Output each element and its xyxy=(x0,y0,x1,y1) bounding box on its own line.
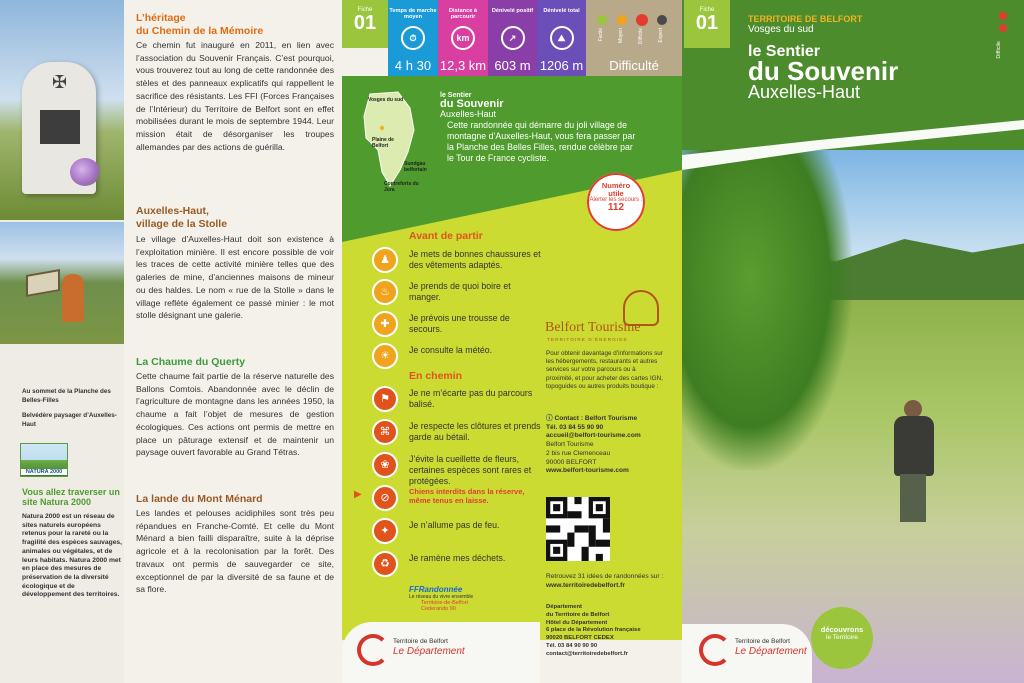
contact-email-link[interactable]: accueil@belfort-tourisme.com xyxy=(546,432,641,440)
department-address-line: du Territoire de Belfort xyxy=(546,611,610,618)
difficulty-dot-medium xyxy=(617,15,627,25)
avant-item-icon: ☀ xyxy=(372,343,398,369)
section-querty-text: Cette chaume fait partie de la réserve naturelle des Ballons Comtois. Abandonnée avec le déclin de l’agriculture de montagne dans les années 1950, la chaume a fait l’objet de mesures de gestion écologiques. Ces actions ont permis de mettre en place un pâturage extensif et de maintenir un paysage ouvert favorable au Grand Tétras. xyxy=(136,371,334,458)
chemin-item xyxy=(372,518,542,546)
stats-bar xyxy=(342,0,682,76)
cover-region: Vosges du sud xyxy=(748,24,814,35)
stele-photo xyxy=(0,0,124,220)
fiche-badge: Fiche 01 xyxy=(342,0,388,48)
stat-value: 603 m xyxy=(494,58,531,73)
map-label-plaine: Plaine de Belfort xyxy=(372,137,394,149)
flowers-icon xyxy=(70,158,100,186)
avant-item-icon: ♨ xyxy=(372,279,398,305)
natura-title: Vous allez traverser un site Natura 2000 xyxy=(22,487,120,508)
caption-belvedere: Belvédère paysager d’Auxelles-Haut xyxy=(22,412,117,428)
difficulty-dot-hard xyxy=(636,14,648,26)
stat-1 xyxy=(438,0,488,76)
stele-plaque xyxy=(40,110,80,144)
cover-difficulty-marker: Difficile xyxy=(996,10,1010,60)
difficulty-dots xyxy=(586,0,682,52)
caption-summit: Au sommet de la Planche des Belles-Filles xyxy=(22,388,111,404)
difficulty-level-label: Difficile xyxy=(638,28,644,45)
section-menard-text: Les landes et pelouses acidiphiles sont très peu répandues en Franche-Comté. Et celle du Mont Ménard a bien failli disparaître, suite à la déprise agricole et à la recolonisation par la forêt. Des travaux ont permis de sauvegarder ce site, exceptionnel de par la diversité de sa faune et de sa flore. xyxy=(136,508,334,595)
section-heritage-title: L’héritage du Chemin de la Mémoire xyxy=(136,12,264,37)
qr-code-icon[interactable] xyxy=(546,497,610,561)
avant-item xyxy=(372,279,542,307)
stat-value: 12,3 km xyxy=(439,58,487,73)
history-column xyxy=(124,0,342,683)
stat-icon: ⛰ xyxy=(550,26,574,50)
stat-value: 4 h 30 xyxy=(394,58,432,73)
avant-item-text: Je prends de quoi boire et manger. xyxy=(409,281,511,302)
department-address xyxy=(546,604,676,658)
avant-item-text: Je consulte la météo. xyxy=(409,345,493,355)
difficulty-level-label: Facile xyxy=(598,28,604,42)
natura-text: Natura 2000 est un réseau de sites naturels européens retenus pour la rareté ou la fragilité des espèces sauvages, animales ou végétales, et de leurs habitats. Natura 2000 met en place des mesures de préservation de la diversité écologique et de développement des territoires. xyxy=(22,513,122,599)
difficulty-label: Difficulté xyxy=(609,58,659,73)
chemin-item xyxy=(372,551,542,579)
stat-label: Distance à parcourir xyxy=(449,8,477,21)
info-panel-board xyxy=(26,269,60,297)
photo-column xyxy=(0,0,124,683)
stat-label: Temps de marche moyen xyxy=(389,8,437,21)
before-leaving-title: Avant de partir xyxy=(409,230,483,242)
avant-item xyxy=(372,247,542,275)
chemin-item xyxy=(372,485,542,513)
map-label-jura: Contreforts du Jura xyxy=(384,181,419,193)
stat-0 xyxy=(388,0,438,76)
department-address-line: Tél. 03 84 90 90 90 xyxy=(546,642,598,649)
chemin-item xyxy=(372,452,542,486)
info-icon: ⓘ xyxy=(546,415,553,422)
chemin-item-text: Chiens interdits dans la réserve, même tenus en laisse. xyxy=(409,487,525,506)
difficulty-marker-icon xyxy=(996,10,1010,36)
avant-item-text: Je prévois une trousse de secours. xyxy=(409,313,510,334)
avant-item xyxy=(372,343,542,371)
emergency-number-badge: Numéro utile Alerter les secours : 112 xyxy=(587,173,645,231)
chemin-item-icon: ❀ xyxy=(372,452,398,478)
department-logo: Territoire de Belfort Le Département xyxy=(357,632,467,668)
difficulty-dot-easy xyxy=(597,15,607,25)
chemin-item-icon: ✦ xyxy=(372,518,398,544)
contact-web-link[interactable]: www.belfort-tourisme.com xyxy=(546,467,629,475)
difficulty-block xyxy=(586,0,682,76)
stat-label: Dénivelé positif xyxy=(491,8,534,14)
difficulty-level-label: Expert xyxy=(658,28,664,43)
cover-department-swirl-icon xyxy=(699,634,731,666)
chemin-item-icon: ⌘ xyxy=(372,419,398,445)
stat-label: Dénivelé total xyxy=(543,8,580,14)
cover-title: le Sentier du Souvenir Auxelles-Haut xyxy=(748,43,899,102)
department-address-line: contact@territoiredebelfort.fr xyxy=(546,650,629,657)
map-label-vosges: Vosges du sud xyxy=(368,97,404,103)
department-address-line: Département xyxy=(546,604,583,610)
cover-territoire: TERRITOIRE DE BELFORT xyxy=(748,14,863,24)
department-address-line: Hôtel du Département xyxy=(546,619,608,626)
viewpoint-photo xyxy=(0,222,124,344)
ffrandonnee-logo: FFRandonnée Le réseau du vivre ensemble Territoire-de-Belfort Cederando 90 xyxy=(409,585,474,613)
section-heritage-text: Ce chemin fut inauguré en 2011, en lien avec l’association du Souvenir Français. C’est pourquoi, vous trouverez tout au long de cette randonnée des stèles et des panneaux explicatifs qui rappellent le sacrifice des résistants. Les FFI (Forces Françaises de l’Intérieur) du Territoire de Belfort sont en effet mobilisées durant le mois de septembre 1944. Leur mission était de désorganiser les troupes allemandes par des actions de guérilla. xyxy=(136,40,334,152)
natura-2000-logo: NATURA 2000 xyxy=(20,443,68,477)
department-address-line: 90020 BELFORT CEDEX xyxy=(546,635,614,642)
stat-2 xyxy=(488,0,537,76)
map-label-sundgau: Sundgau belfortain xyxy=(404,161,427,173)
intro-text: Cette randonnée qui démarre du joli village de montagne d’Auxelles-Haut, vous fera passer par la Planche des Belles Filles, rendue célèbre par le Tour de France cycliste. xyxy=(447,120,636,163)
chemin-item-icon: ⊘ xyxy=(372,485,398,511)
discover-badge[interactable]: découvrons le Territoire xyxy=(811,607,873,669)
avant-item-icon: ♟ xyxy=(372,247,398,273)
visitor-figure xyxy=(62,274,84,322)
difficulty-level-label: Moyen xyxy=(618,28,624,44)
hiker-figure xyxy=(888,400,940,522)
avant-item-text: Je mets de bonnes chaussures et des vêtements adaptés. xyxy=(409,249,541,270)
cover-department-logo: Territoire de Belfort Le Département xyxy=(699,632,809,668)
pointer-arrow-icon: ▶ xyxy=(354,489,362,500)
contact-block: ⓘ Contact : Belfort Tourisme Tél. 03 84 55 90 90 accueil@belfort-tourisme.com Belfort Tourisme 2 bis rue Clemenceau 90000 BELFORT www.belfort-tourisme.com xyxy=(546,415,676,476)
chemin-item-text: Je ne m’écarte pas du parcours balisé. xyxy=(409,388,533,409)
chemin-item-text: Je respecte les clôtures et prends garde au bétail. xyxy=(409,421,541,442)
on-path-title: En chemin xyxy=(409,370,463,382)
stat-value: 1206 m xyxy=(539,58,584,73)
section-querty-title: La Chaume du Querty xyxy=(136,356,246,368)
chemin-item-text: Je ramène mes déchets. xyxy=(409,553,506,563)
stat-3 xyxy=(537,0,586,76)
department-swirl-icon xyxy=(357,634,389,666)
stat-icon: ⏱ xyxy=(401,26,425,50)
tourism-info-text: Pour obtenir davantage d’informations sur les hébergements, restaurants et autres services sur votre parcours ou à proximité, et pour acheter des cartes IGN, topoguides ou autres produits boutique : xyxy=(546,350,663,390)
chemin-item-text: J’évite la cueillette de fleurs, certaines espèces sont rares et protégées. xyxy=(409,454,532,486)
chemin-item xyxy=(372,386,542,414)
trail-brand-small: le Sentier du Souvenir Auxelles-Haut xyxy=(440,92,504,119)
avant-item xyxy=(372,311,542,339)
territoire-web-link[interactable]: www.territoiredebelfort.fr xyxy=(546,581,625,589)
cover-fiche-badge: Fiche 01 xyxy=(684,0,730,48)
cross-of-lorraine-icon: ✠ xyxy=(52,72,68,93)
chemin-item-icon: ♻ xyxy=(372,551,398,577)
section-menard-title: La lande du Mont Ménard xyxy=(136,493,263,505)
cover-tree xyxy=(682,150,852,470)
chemin-item-icon: ⚑ xyxy=(372,386,398,412)
stat-icon: ↗ xyxy=(501,26,525,50)
more-hikes-block: Retrouvez 31 idées de randonnées sur : www.territoiredebelfort.fr xyxy=(546,573,676,590)
chemin-item xyxy=(372,419,542,447)
avant-item-icon: ✚ xyxy=(372,311,398,337)
department-address-line: 6 place de la Révolution française xyxy=(546,627,641,634)
section-auxelles-title: Auxelles-Haut, village de la Stolle xyxy=(136,205,228,230)
section-auxelles-text: Le village d’Auxelles-Haut doit son existence à l’exploitation minière. Il est encore possible de voir les traces de cette activité minière telles que des galeries de mine, d’anciennes maisons de mineur ou des haldes. Le nom « rue de la Stolle » dans le village reflète également ce passé minier : le mot stolle désignant une galerie. xyxy=(136,234,334,321)
difficulty-dot-expert xyxy=(657,15,667,25)
chemin-item-text: Je n’allume pas de feu. xyxy=(409,520,500,530)
stat-icon: km xyxy=(451,26,475,50)
